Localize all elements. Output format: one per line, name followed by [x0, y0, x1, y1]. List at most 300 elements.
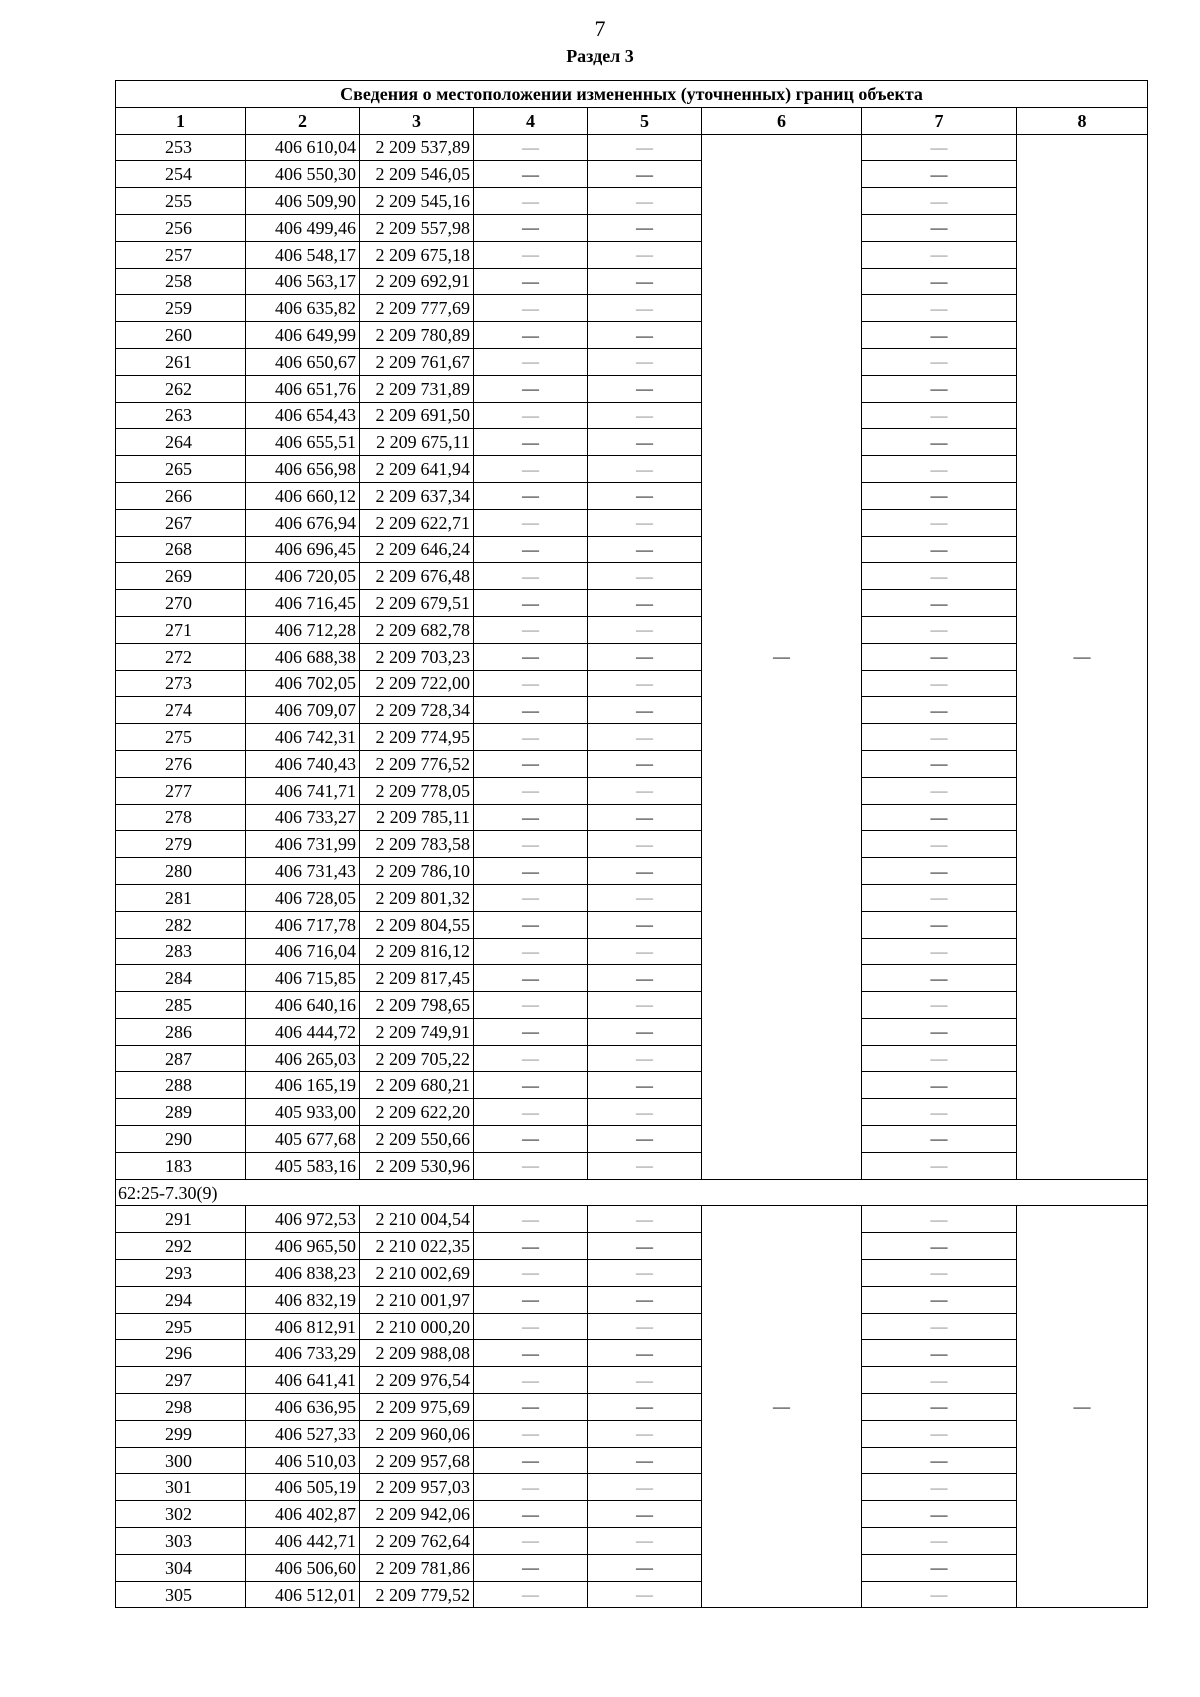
coordinate-x: 406 655,51	[246, 429, 360, 456]
dash-mark: —	[522, 754, 539, 774]
dash-mark: —	[522, 1102, 539, 1122]
coordinate-x: 406 731,43	[246, 858, 360, 885]
dash-mark: —	[930, 700, 948, 720]
column-7-value	[862, 322, 1017, 349]
coordinate-x: 406 402,87	[246, 1501, 360, 1528]
dash-mark: —	[930, 727, 948, 747]
table-row	[116, 1260, 1148, 1287]
column-header: 2	[246, 107, 360, 134]
dash-mark: —	[636, 486, 653, 506]
column-5-value	[588, 1152, 702, 1179]
column-7-value	[862, 750, 1017, 777]
point-number: 273	[116, 670, 246, 697]
column-5-value	[588, 402, 702, 429]
dash-mark: —	[522, 352, 539, 372]
coordinate-x: 406 509,90	[246, 188, 360, 215]
dash-mark: —	[930, 593, 948, 613]
coordinate-x: 406 838,23	[246, 1260, 360, 1287]
coordinate-y: 2 209 749,91	[360, 1018, 474, 1045]
coordinate-x: 406 676,94	[246, 509, 360, 536]
column-4-value	[474, 1072, 588, 1099]
dash-mark: —	[636, 593, 653, 613]
column-7-value	[862, 429, 1017, 456]
column-5-value	[588, 482, 702, 509]
column-4-value	[474, 1501, 588, 1528]
coordinate-x: 406 709,07	[246, 697, 360, 724]
table-row	[116, 1206, 1148, 1233]
dash-mark: —	[930, 754, 948, 774]
dash-mark: —	[930, 566, 948, 586]
column-7-value	[862, 884, 1017, 911]
dash-mark: —	[636, 727, 653, 747]
coordinate-y: 2 209 641,94	[360, 456, 474, 483]
coordinate-y: 2 209 557,98	[360, 214, 474, 241]
coordinate-y: 2 210 002,69	[360, 1260, 474, 1287]
column-header: 1	[116, 107, 246, 134]
dash-mark: —	[522, 647, 539, 667]
column-header: 6	[702, 107, 862, 134]
coordinate-y: 2 209 774,95	[360, 724, 474, 751]
dash-mark: —	[930, 1585, 948, 1605]
dash-mark: —	[636, 941, 653, 961]
dash-mark: —	[522, 486, 539, 506]
dash-mark: —	[636, 807, 653, 827]
dash-mark: —	[636, 513, 653, 533]
column-6-merged-value	[702, 1206, 862, 1608]
table-row	[116, 616, 1148, 643]
coordinate-x: 406 165,19	[246, 1072, 360, 1099]
column-7-value	[862, 509, 1017, 536]
coordinate-y: 2 209 722,00	[360, 670, 474, 697]
coordinate-x: 406 717,78	[246, 911, 360, 938]
coordinate-y: 2 209 778,05	[360, 777, 474, 804]
dash-mark: —	[636, 888, 653, 908]
column-4-value	[474, 1313, 588, 1340]
column-7-value	[862, 724, 1017, 751]
dash-mark: —	[930, 218, 948, 238]
dash-mark: —	[930, 1102, 948, 1122]
table-row	[116, 858, 1148, 885]
dash-mark: —	[522, 1397, 539, 1417]
dash-mark: —	[636, 781, 653, 801]
dash-mark: —	[930, 298, 948, 318]
table-row	[116, 1233, 1148, 1260]
dash-mark: —	[522, 1531, 539, 1551]
coordinate-y: 2 209 780,89	[360, 322, 474, 349]
dash-mark: —	[636, 1236, 653, 1256]
column-4-value	[474, 1018, 588, 1045]
column-5-value	[588, 1447, 702, 1474]
column-4-value	[474, 1152, 588, 1179]
point-number: 299	[116, 1420, 246, 1447]
coordinate-x: 406 720,05	[246, 563, 360, 590]
column-5-value	[588, 295, 702, 322]
column-4-value	[474, 1394, 588, 1421]
dash-mark: —	[930, 164, 948, 184]
point-number: 275	[116, 724, 246, 751]
coordinate-x: 406 527,33	[246, 1420, 360, 1447]
dash-mark: —	[636, 1209, 653, 1229]
coordinate-y: 2 209 957,68	[360, 1447, 474, 1474]
dash-mark: —	[930, 941, 948, 961]
coordinate-y: 2 210 000,20	[360, 1313, 474, 1340]
coordinate-x: 406 512,01	[246, 1581, 360, 1608]
dash-mark: —	[636, 834, 653, 854]
dash-mark: —	[522, 1558, 539, 1578]
dash-mark: —	[522, 1585, 539, 1605]
column-7-value	[862, 1233, 1017, 1260]
table-row	[116, 750, 1148, 777]
column-7-value	[862, 161, 1017, 188]
dash-mark: —	[930, 1236, 948, 1256]
coordinate-x: 406 506,60	[246, 1554, 360, 1581]
dash-mark: —	[773, 647, 790, 667]
column-7-value	[862, 1394, 1017, 1421]
point-number: 282	[116, 911, 246, 938]
dash-mark: —	[636, 352, 653, 372]
dash-mark: —	[930, 1317, 948, 1337]
point-number: 295	[116, 1313, 246, 1340]
column-5-value	[588, 804, 702, 831]
dash-mark: —	[636, 1317, 653, 1337]
dash-mark: —	[636, 1424, 653, 1444]
table-row	[116, 402, 1148, 429]
column-5-value	[588, 188, 702, 215]
table-row	[116, 214, 1148, 241]
column-4-value	[474, 1340, 588, 1367]
dash-mark: —	[522, 379, 539, 399]
coordinate-x: 406 444,72	[246, 1018, 360, 1045]
coordinate-y: 2 209 786,10	[360, 858, 474, 885]
dash-mark: —	[636, 1263, 653, 1283]
coordinate-y: 2 209 762,64	[360, 1528, 474, 1555]
dash-mark: —	[930, 1424, 948, 1444]
coordinate-x: 406 640,16	[246, 992, 360, 1019]
coordinate-x: 406 688,38	[246, 643, 360, 670]
column-5-value	[588, 322, 702, 349]
coordinate-x: 406 740,43	[246, 750, 360, 777]
coordinate-x: 406 716,45	[246, 590, 360, 617]
coordinate-y: 2 209 550,66	[360, 1126, 474, 1153]
dash-mark: —	[522, 1370, 539, 1390]
column-7-value	[862, 295, 1017, 322]
table-body	[116, 134, 1148, 1608]
column-5-value	[588, 697, 702, 724]
dash-mark: —	[522, 1290, 539, 1310]
coordinate-x: 406 265,03	[246, 1045, 360, 1072]
column-7-value	[862, 1152, 1017, 1179]
point-number: 262	[116, 375, 246, 402]
table-row	[116, 348, 1148, 375]
column-4-value	[474, 938, 588, 965]
column-7-value	[862, 1313, 1017, 1340]
point-number: 281	[116, 884, 246, 911]
table-row	[116, 322, 1148, 349]
point-number: 297	[116, 1367, 246, 1394]
column-number-row	[116, 107, 1148, 134]
coordinate-x: 406 641,41	[246, 1367, 360, 1394]
column-7-value	[862, 643, 1017, 670]
coordinate-y: 2 210 004,54	[360, 1206, 474, 1233]
column-7-value	[862, 831, 1017, 858]
dash-mark: —	[522, 781, 539, 801]
column-header: 8	[1017, 107, 1148, 134]
column-7-value	[862, 804, 1017, 831]
coordinate-y: 2 209 546,05	[360, 161, 474, 188]
dash-mark: —	[522, 325, 539, 345]
column-7-value	[862, 1340, 1017, 1367]
coordinate-y: 2 209 779,52	[360, 1581, 474, 1608]
table-row	[116, 643, 1148, 670]
coordinate-x: 406 548,17	[246, 241, 360, 268]
dash-mark: —	[636, 754, 653, 774]
coordinate-y: 2 209 816,12	[360, 938, 474, 965]
coordinate-y: 2 209 783,58	[360, 831, 474, 858]
dash-mark: —	[522, 298, 539, 318]
coordinate-y: 2 209 804,55	[360, 911, 474, 938]
dash-mark: —	[636, 298, 653, 318]
column-4-value	[474, 643, 588, 670]
table-row	[116, 1286, 1148, 1313]
coordinate-y: 2 209 705,22	[360, 1045, 474, 1072]
point-number: 294	[116, 1286, 246, 1313]
coordinate-y: 2 209 622,20	[360, 1099, 474, 1126]
table-row	[116, 1420, 1148, 1447]
dash-mark: —	[636, 432, 653, 452]
dash-mark: —	[522, 1236, 539, 1256]
table-row	[116, 1045, 1148, 1072]
dash-mark: —	[522, 1129, 539, 1149]
dash-mark: —	[522, 968, 539, 988]
dash-mark: —	[930, 405, 948, 425]
dash-mark: —	[636, 673, 653, 693]
column-4-value	[474, 670, 588, 697]
dash-mark: —	[522, 1209, 539, 1229]
point-number: 303	[116, 1528, 246, 1555]
coordinate-y: 2 209 622,71	[360, 509, 474, 536]
coordinate-y: 2 209 679,51	[360, 590, 474, 617]
dash-mark: —	[636, 1397, 653, 1417]
coordinate-y: 2 209 537,89	[360, 134, 474, 161]
column-4-value	[474, 509, 588, 536]
coordinate-x: 406 965,50	[246, 1233, 360, 1260]
column-4-value	[474, 911, 588, 938]
column-5-value	[588, 965, 702, 992]
coordinate-y: 2 209 960,06	[360, 1420, 474, 1447]
column-7-value	[862, 1420, 1017, 1447]
column-4-value	[474, 831, 588, 858]
dash-mark: —	[522, 888, 539, 908]
point-number: 253	[116, 134, 246, 161]
dash-mark: —	[522, 1424, 539, 1444]
column-5-value	[588, 241, 702, 268]
column-7-value	[862, 348, 1017, 375]
column-4-value	[474, 188, 588, 215]
table-row	[116, 161, 1148, 188]
coordinate-y: 2 209 781,86	[360, 1554, 474, 1581]
table-row	[116, 992, 1148, 1019]
dash-mark: —	[636, 861, 653, 881]
table-row	[116, 429, 1148, 456]
column-5-value	[588, 858, 702, 885]
coordinate-y: 2 209 817,45	[360, 965, 474, 992]
point-number: 268	[116, 536, 246, 563]
column-5-value	[588, 992, 702, 1019]
table-row	[116, 884, 1148, 911]
column-7-value	[862, 1206, 1017, 1233]
coordinate-y: 2 209 957,03	[360, 1474, 474, 1501]
coordinate-x: 406 610,04	[246, 134, 360, 161]
point-number: 280	[116, 858, 246, 885]
coordinate-x: 406 741,71	[246, 777, 360, 804]
column-5-value	[588, 509, 702, 536]
dash-mark: —	[636, 647, 653, 667]
table-row	[116, 1072, 1148, 1099]
table-row	[116, 563, 1148, 590]
point-number: 258	[116, 268, 246, 295]
dash-mark: —	[930, 379, 948, 399]
column-7-value	[862, 1260, 1017, 1287]
column-7-value	[862, 1447, 1017, 1474]
column-7-value	[862, 268, 1017, 295]
dash-mark: —	[636, 1290, 653, 1310]
column-5-value	[588, 724, 702, 751]
column-4-value	[474, 456, 588, 483]
column-5-value	[588, 938, 702, 965]
dash-mark: —	[1073, 647, 1091, 667]
dash-mark: —	[636, 915, 653, 935]
dash-mark: —	[636, 459, 653, 479]
column-5-value	[588, 1420, 702, 1447]
dash-mark: —	[522, 1075, 539, 1095]
coordinate-x: 406 649,99	[246, 322, 360, 349]
coordinate-y: 2 209 785,11	[360, 804, 474, 831]
point-number: 272	[116, 643, 246, 670]
column-7-value	[862, 911, 1017, 938]
column-5-value	[588, 777, 702, 804]
point-number: 298	[116, 1394, 246, 1421]
column-4-value	[474, 1260, 588, 1287]
column-5-value	[588, 1340, 702, 1367]
point-number: 254	[116, 161, 246, 188]
table-row	[116, 724, 1148, 751]
coordinate-y: 2 209 675,11	[360, 429, 474, 456]
coordinate-y: 2 209 798,65	[360, 992, 474, 1019]
table-row	[116, 482, 1148, 509]
column-5-value	[588, 1072, 702, 1099]
dash-mark: —	[636, 137, 653, 157]
column-5-value	[588, 1501, 702, 1528]
dash-mark: —	[636, 1531, 653, 1551]
point-number: 290	[116, 1126, 246, 1153]
point-number: 261	[116, 348, 246, 375]
coordinate-y: 2 209 761,67	[360, 348, 474, 375]
point-number: 288	[116, 1072, 246, 1099]
table-row	[116, 375, 1148, 402]
point-number: 279	[116, 831, 246, 858]
column-5-value	[588, 1126, 702, 1153]
column-4-value	[474, 777, 588, 804]
column-4-value	[474, 1286, 588, 1313]
coordinate-x: 406 442,71	[246, 1528, 360, 1555]
coordinate-x: 405 677,68	[246, 1126, 360, 1153]
dash-mark: —	[522, 1451, 539, 1471]
dash-mark: —	[930, 539, 948, 559]
column-4-value	[474, 1206, 588, 1233]
column-4-value	[474, 1474, 588, 1501]
coordinate-x: 406 510,03	[246, 1447, 360, 1474]
dash-mark: —	[522, 513, 539, 533]
point-number: 277	[116, 777, 246, 804]
dash-mark: —	[930, 1370, 948, 1390]
dash-mark: —	[930, 673, 948, 693]
column-7-value	[862, 1286, 1017, 1313]
column-8-merged-value	[1017, 134, 1148, 1179]
coordinate-x: 406 715,85	[246, 965, 360, 992]
column-5-value	[588, 1018, 702, 1045]
column-4-value	[474, 482, 588, 509]
column-4-value	[474, 402, 588, 429]
column-7-value	[862, 375, 1017, 402]
column-4-value	[474, 241, 588, 268]
column-5-value	[588, 134, 702, 161]
coordinate-x: 406 972,53	[246, 1206, 360, 1233]
point-number: 284	[116, 965, 246, 992]
column-5-value	[588, 1099, 702, 1126]
group-label: 62:25-7.30(9)	[116, 1179, 1148, 1206]
point-number: 300	[116, 1447, 246, 1474]
coordinate-x: 406 702,05	[246, 670, 360, 697]
point-number: 270	[116, 590, 246, 617]
dash-mark: —	[930, 1075, 948, 1095]
column-4-value	[474, 697, 588, 724]
column-4-value	[474, 1581, 588, 1608]
point-number: 296	[116, 1340, 246, 1367]
dash-mark: —	[522, 218, 539, 238]
column-5-value	[588, 1045, 702, 1072]
dash-mark: —	[522, 807, 539, 827]
dash-mark: —	[636, 405, 653, 425]
dash-mark: —	[636, 271, 653, 291]
dash-mark: —	[930, 647, 948, 667]
dash-mark: —	[930, 1451, 948, 1471]
dash-mark: —	[930, 915, 948, 935]
dash-mark: —	[636, 325, 653, 345]
column-4-value	[474, 1233, 588, 1260]
dash-mark: —	[522, 861, 539, 881]
coordinate-y: 2 209 728,34	[360, 697, 474, 724]
dash-mark: —	[930, 1397, 948, 1417]
coordinate-x: 406 812,91	[246, 1313, 360, 1340]
coordinate-y: 2 209 530,96	[360, 1152, 474, 1179]
dash-mark: —	[636, 1343, 653, 1363]
dash-mark: —	[522, 1022, 539, 1042]
column-5-value	[588, 1554, 702, 1581]
dash-mark: —	[636, 379, 653, 399]
dash-mark: —	[930, 191, 948, 211]
column-7-value	[862, 1126, 1017, 1153]
column-5-value	[588, 616, 702, 643]
table-row	[116, 134, 1148, 161]
column-7-value	[862, 1367, 1017, 1394]
column-4-value	[474, 1126, 588, 1153]
coordinate-x: 406 712,28	[246, 616, 360, 643]
dash-mark: —	[522, 566, 539, 586]
column-7-value	[862, 563, 1017, 590]
dash-mark: —	[930, 968, 948, 988]
dash-mark: —	[930, 1022, 948, 1042]
point-number: 276	[116, 750, 246, 777]
